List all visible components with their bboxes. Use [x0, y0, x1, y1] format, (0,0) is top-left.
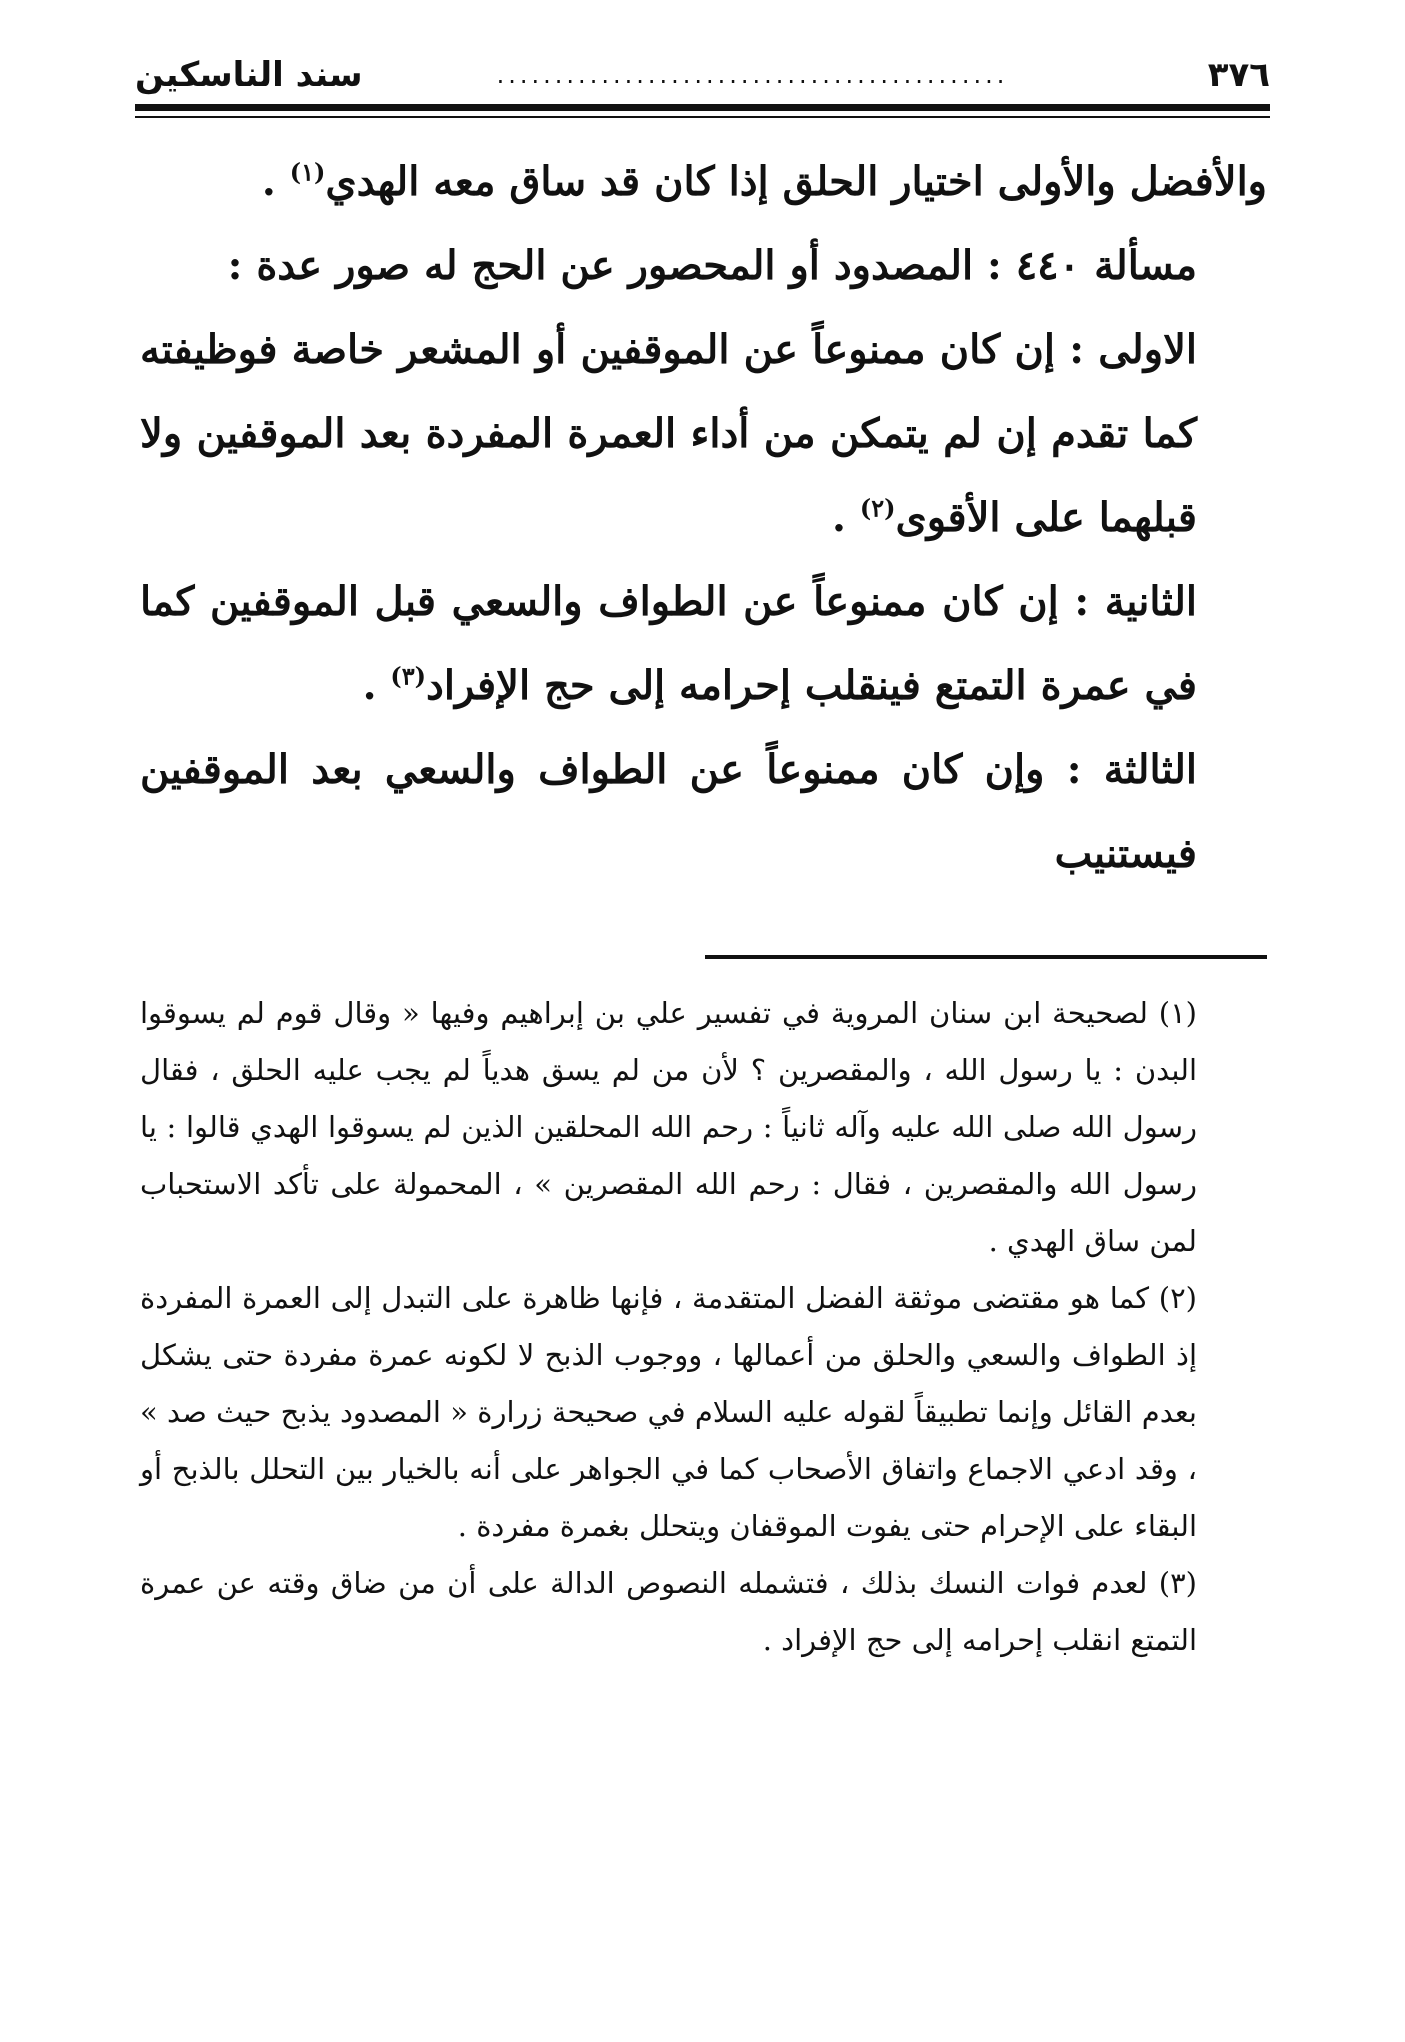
running-header — [135, 52, 1270, 98]
header-rule-thick — [135, 104, 1270, 111]
header-rule-thin — [135, 116, 1270, 118]
paragraph-1-end: . — [261, 158, 290, 205]
main-text — [140, 140, 1267, 896]
footnotes — [140, 985, 1267, 1669]
paragraph-3 — [140, 308, 1267, 560]
paragraph-1 — [140, 140, 1267, 224]
paragraph-1-text: والأفضل والأولى اختيار الحلق إذا كان قد ساق معه الهدي — [325, 158, 1267, 205]
case-second-text: : إن كان ممنوعاً عن الطواف والسعي قبل الموقفين كما في عمرة التمتع فينقلب إحرامه إلى حج الإفراد — [140, 578, 1197, 709]
case-second-label: الثانية — [1104, 578, 1197, 625]
header-leader-dots: ............................................ — [496, 61, 1009, 89]
footnote-2: (٢) كما هو مقتضى موثقة الفضل المتقدمة ، فإنها ظاهرة على التبدل إلى العمرة المفردة إذ الطواف والسعي والحلق من أعمالها ، ووجوب الذبح لا لكونه عمرة مفردة حتى يشكل بعدم القائل وإنما تطبيقاً لقوله عليه السلام في صحيحة زرارة « المصدود يذبح حيث صد » ، وقد ادعي الاجماع واتفاق الأصحاب كما في الجواهر على أنه بالخيار بين التحلل بالذبح أو البقاء على الإحرام حتى يفوت الموقفان ويتحلل بغمرة مفردة . — [140, 1281, 1197, 1543]
footnote-separator — [705, 955, 1267, 959]
paragraph-3-end: . — [832, 494, 860, 541]
book-title: سند الناسكين — [135, 55, 363, 95]
paragraph-4 — [140, 560, 1267, 728]
footnote-ref-2: (٢) — [859, 493, 896, 523]
footnote-ref-1: (١) — [289, 157, 326, 187]
paragraph-2 — [140, 224, 1267, 308]
paragraph-4-end: . — [362, 662, 391, 709]
case-first-text: : إن كان ممنوعاً عن الموقفين أو المشعر خاصة فوظيفته كما تقدم إن لم يتمكن من أداء العمرة المفردة بعد الموقفين ولا قبلهما على الأقوى — [140, 326, 1197, 541]
case-third-text: : وإن كان ممنوعاً عن الطواف والسعي بعد الموقفين فيستنيب — [140, 746, 1197, 877]
case-third-label: الثالثة — [1103, 746, 1197, 793]
paragraph-5 — [140, 728, 1267, 896]
footnote-1: (١) لصحيحة ابن سنان المروية في تفسير علي بن إبراهيم وفيها « وقال قوم لم يسوقوا البدن : يا رسول الله ، والمقصرين ؟ لأن من لم يسق هدياً لم يجب عليه الحلق ، فقال رسول الله صلى الله عليه وآله ثانياً : رحم الله المحلقين الذين لم يسوقوا الهدي قالوا : يا رسول الله والمقصرين ، فقال : رحم الله المقصرين » ، المحمولة على تأكد الاستحباب لمن ساق الهدي . — [140, 996, 1197, 1258]
case-first-label: الاولى — [1098, 326, 1197, 373]
issue-heading: مسألة ٤٤٠ : المصدود أو المحصور عن الحج له صور عدة : — [227, 242, 1197, 289]
page-number: ٣٧٦ — [1207, 55, 1270, 95]
footnote-ref-3: (٣) — [390, 661, 427, 691]
footnote-3: (٣) لعدم فوات النسك بذلك ، فتشمله النصوص الدالة على أن من ضاق وقته عن عمرة التمتع انقلب إحرامه إلى حج الإفراد . — [140, 1566, 1197, 1657]
